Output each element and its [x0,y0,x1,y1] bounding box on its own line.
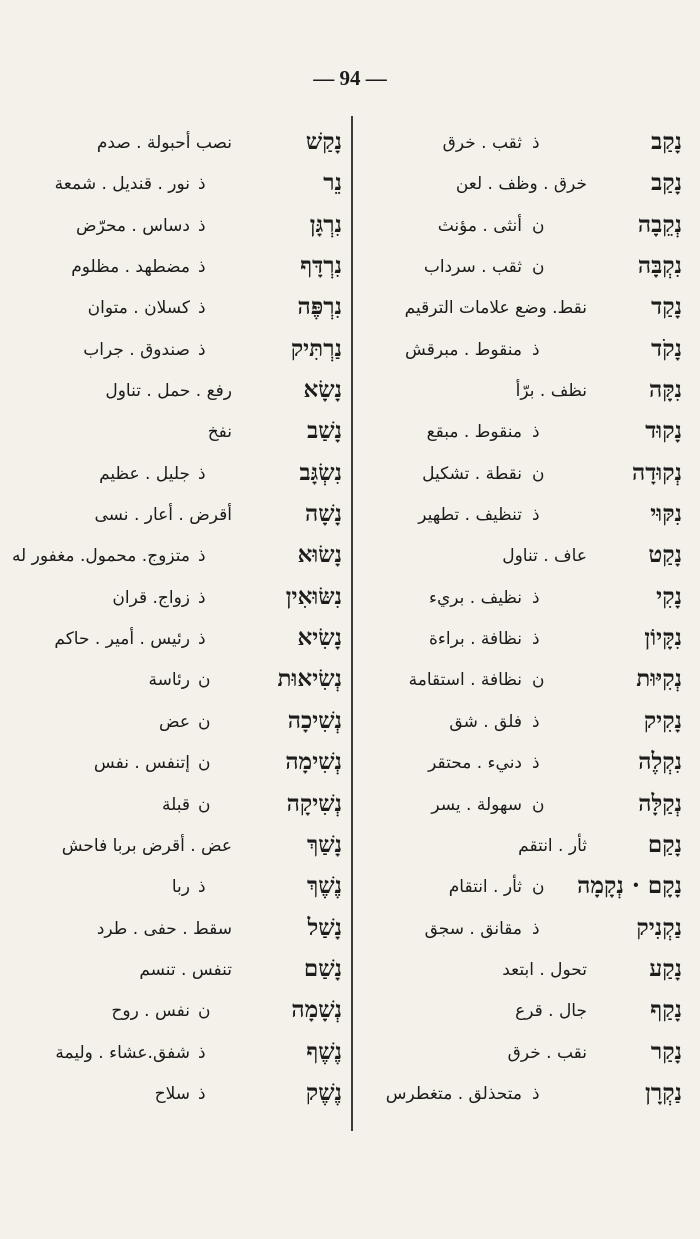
dictionary-entry [362,167,682,208]
entry-headword: נִשּׂוּאִין [285,582,342,610]
entry-headword: נַרְתִּיק [290,334,342,362]
dictionary-entry [362,622,682,663]
dictionary-entry [362,457,682,498]
entry-headword: נָקַט [648,541,682,569]
entry-definition: منقوط . مبقع [426,422,522,443]
entry-definition: سهولة . يسر [431,794,522,815]
entry-definition: سقط . حفى . طرد [96,918,232,939]
entry-headword: נָשָׂא [303,376,342,404]
entry-definition: كسلان . متوان [87,298,190,319]
entry-headword: נְשָׁמָה [291,996,342,1024]
entry-definition: تنفس . تنسم [139,959,232,980]
entry-part-of-speech: ذ [198,215,206,236]
entry-headword: נְקוּדָה [632,458,682,486]
dictionary-entry [362,539,682,580]
entry-definition: نفخ [207,422,232,443]
entry-headword: נֵר [323,169,342,197]
entry-definition: مقانق . سجق [424,918,522,939]
entry-definition: قبلة [162,794,190,815]
entry-headword: נָקַב [651,169,682,197]
entry-definition: عض [159,711,190,732]
entry-headword: נַקְרָן [645,1078,682,1106]
entry-part-of-speech: ذ [198,587,206,608]
dictionary-entry [362,291,682,332]
dictionary-entry [20,746,342,787]
entry-headword: נָקֹד [651,334,682,362]
entry-definition: جال . قرع [515,1001,587,1022]
dictionary-entry [20,705,342,746]
entry-headword: נִרְדָּף [300,252,342,280]
dictionary-entry [362,333,682,374]
dictionary-entry [362,746,682,787]
entry-headword: נִקָּיוֹן [644,624,682,652]
entry-definition: سلاح [154,1083,190,1104]
entry-headword: נָקַד [651,293,682,321]
dictionary-entry [20,1077,342,1118]
left-column [11,126,342,1118]
dictionary-entry [362,912,682,953]
dictionary-entry [20,912,342,953]
entry-definition: عض . أقرض بربا فاحش [61,835,232,856]
entry-part-of-speech: ذ [532,133,540,153]
entry-definition: شفق.عشاء . وليمة [55,1042,190,1063]
entry-headword: נָשַׁם [303,954,342,982]
entry-definition: نفس . روح [111,1001,190,1022]
entry-definition: نظف . برّأ [515,381,587,402]
entry-headword: נָקָם · נְקָמָה [577,872,682,900]
entry-definition: مضطهد . مظلوم [71,257,190,278]
entry-headword: נָקַב [651,128,682,155]
entry-part-of-speech: ذ [198,257,206,278]
dictionary-entry [20,622,342,663]
entry-headword: נְשִׂיאוּת [277,665,342,693]
dictionary-entry [362,415,682,456]
entry-part-of-speech: ذ [532,753,540,774]
entry-part-of-speech: ذ [532,1083,540,1104]
entry-headword: נָשַׁב [307,417,342,445]
entry-definition: تحول . ابتعد [502,959,587,980]
entry-part-of-speech: ذ [198,174,206,195]
dictionary-entry [20,953,342,994]
entry-definition: رفع . حمل . تناول [105,381,232,402]
entry-headword: נְקִיּוּת [636,665,682,693]
entry-definition: نور . قنديل . شمعة [54,174,190,195]
dictionary-entry [362,126,682,167]
entry-part-of-speech: ن [198,670,211,691]
dictionary-entry [20,333,342,374]
entry-headword: נָקַשׁ [305,128,342,155]
entry-definition: أقرض . أعار . نسى [94,505,232,526]
dictionary-entry [20,994,342,1035]
dictionary-entry [362,209,682,250]
entry-part-of-speech: ذ [198,877,206,898]
entry-definition: تنظيف . تطهير [418,505,522,526]
entry-part-of-speech: ن [198,753,211,774]
entry-part-of-speech: ن [532,257,545,278]
dictionary-entry [20,291,342,332]
dictionary-entry [20,870,342,911]
entry-part-of-speech: ذ [198,339,206,360]
entry-headword: נַקְנִיק [636,913,682,941]
entry-definition: نظيف . بريء [428,587,522,608]
entry-headword: נִשְׂגָּב [299,458,342,486]
entry-headword: נֶשֶׁךְ [306,872,342,900]
entry-part-of-speech: ن [198,711,211,732]
entry-headword: נָקִיק [643,706,682,734]
entry-definition: متحذلق . متغطرس [385,1083,522,1104]
entry-headword: נָקַר [650,1037,682,1065]
entry-definition: دساس . محرّض [76,215,190,236]
dictionary-entry [20,250,342,291]
entry-headword: נִקְלֶה [638,748,682,776]
entry-headword: נָקַף [650,996,682,1024]
entry-definition: ثأر . انتقام [448,877,522,898]
entry-definition: ربا [171,877,190,898]
entry-part-of-speech: ذ [198,1083,206,1104]
entry-part-of-speech: ذ [532,629,540,650]
entry-headword: נָקַם [647,830,682,858]
entry-definition: صندوق . جراب [83,339,190,360]
entry-definition: ثقب . خرق [442,133,522,153]
entry-part-of-speech: ذ [198,1042,206,1063]
entry-part-of-speech: ن [532,877,545,898]
page-number: — 94 — [313,66,387,90]
entry-headword: נָקִי [656,582,682,610]
entry-headword: נִרְפֶּה [297,293,342,321]
dictionary-entry [362,788,682,829]
dictionary-entry [20,663,342,704]
entry-definition: جليل . عظيم [99,463,190,484]
entry-definition: متزوج. محمول. مغفور له [11,546,190,567]
dictionary-entry [362,374,682,415]
entry-headword: נֶשֶׁף [306,1037,342,1065]
entry-part-of-speech: ن [532,215,545,236]
entry-headword: נְשִׁיכָה [287,706,342,734]
dictionary-entry [362,870,682,911]
entry-headword: נֶשֶׁק [305,1078,342,1106]
entry-headword: נָשַׁל [307,913,342,941]
dictionary-entry [20,1036,342,1077]
entry-headword: נְקַלָּה [638,789,682,817]
dictionary-entry [20,374,342,415]
entry-part-of-speech: ذ [198,463,206,484]
entry-definition: نظافة . استقامة [408,670,522,691]
entry-headword: נָשָׁה [305,500,342,528]
dictionary-entry [20,457,342,498]
entry-definition: نظافة . براءة [428,629,522,650]
dictionary-entry [362,250,682,291]
entry-definition: زواج. قران [112,587,190,608]
entry-definition: رئيس . أمير . حاكم [54,629,190,650]
entry-definition: نصب أحبولة . صدم [96,133,232,153]
dictionary-entry [20,415,342,456]
dictionary-entry [362,663,682,704]
entry-definition: ثأر . انتقم [518,835,587,856]
entry-part-of-speech: ذ [198,546,206,567]
dictionary-entry [20,167,342,208]
entry-part-of-speech: ن [198,794,211,815]
dictionary-entry [11,539,342,580]
dictionary-entry [362,1036,682,1077]
entry-definition: إتنفس . نفس [93,753,190,774]
entry-part-of-speech: ذ [198,629,206,650]
dictionary-entry [362,953,682,994]
entry-part-of-speech: ن [532,670,545,691]
entry-definition: أنثى . مؤنث [437,215,522,236]
entry-headword: נְשִׁיקָה [286,789,342,817]
entry-part-of-speech: ذ [532,711,540,732]
entry-part-of-speech: ذ [532,339,540,360]
dictionary-entry [20,829,342,870]
entry-headword: נָשׂוּא [297,541,342,569]
dictionary-entry [20,498,342,539]
entry-definition: نقطة . تشكيل [422,463,522,484]
entry-headword: נִרְגָּן [309,210,342,238]
dictionary-entry [362,1077,682,1118]
entry-headword: נְקֵבָה [637,210,682,238]
column-divider [351,116,353,1131]
dictionary-entry [20,581,342,622]
entry-definition: فلق . شق [449,711,522,732]
entry-part-of-speech: ن [532,794,545,815]
entry-definition: نقب . خرق [507,1042,587,1063]
dictionary-entry [362,994,682,1035]
entry-headword: נָקוּד [645,417,682,445]
right-column [362,126,682,1118]
entry-definition: دنيء . محتقر [428,753,522,774]
entry-headword: נִקָּה [648,376,682,404]
entry-headword: נָשַׁךְ [306,830,342,858]
entry-definition: ثقب . سرداب [423,257,522,278]
dictionary-entry [20,126,342,167]
entry-headword: נִקּוּי [650,500,682,528]
entry-part-of-speech: ذ [532,587,540,608]
dictionary-entry [362,829,682,870]
dictionary-entry [362,581,682,622]
dictionary-entry [20,788,342,829]
entry-headword: נָשִׂיא [297,624,342,652]
dictionary-entry [362,705,682,746]
entry-part-of-speech: ن [532,463,545,484]
entry-definition: عاف . تناول [502,546,587,567]
entry-definition: خرق . وظف . لعن [455,174,587,195]
entry-definition: رئاسة [148,670,190,691]
dictionary-entry [362,498,682,539]
entry-headword: נְשִׁימָה [285,748,342,776]
entry-part-of-speech: ذ [198,298,206,319]
dictionary-entry [20,209,342,250]
entry-part-of-speech: ن [198,1001,211,1022]
entry-headword: נָקַע [649,954,682,982]
entry-part-of-speech: ذ [532,505,540,526]
entry-definition: منقوط . مبرقش [405,339,522,360]
entry-definition: نقط. وضع علامات الترقيم [404,298,587,319]
entry-headword: נִקְבָּה [637,252,682,280]
entry-part-of-speech: ذ [532,422,540,443]
entry-part-of-speech: ذ [532,918,540,939]
